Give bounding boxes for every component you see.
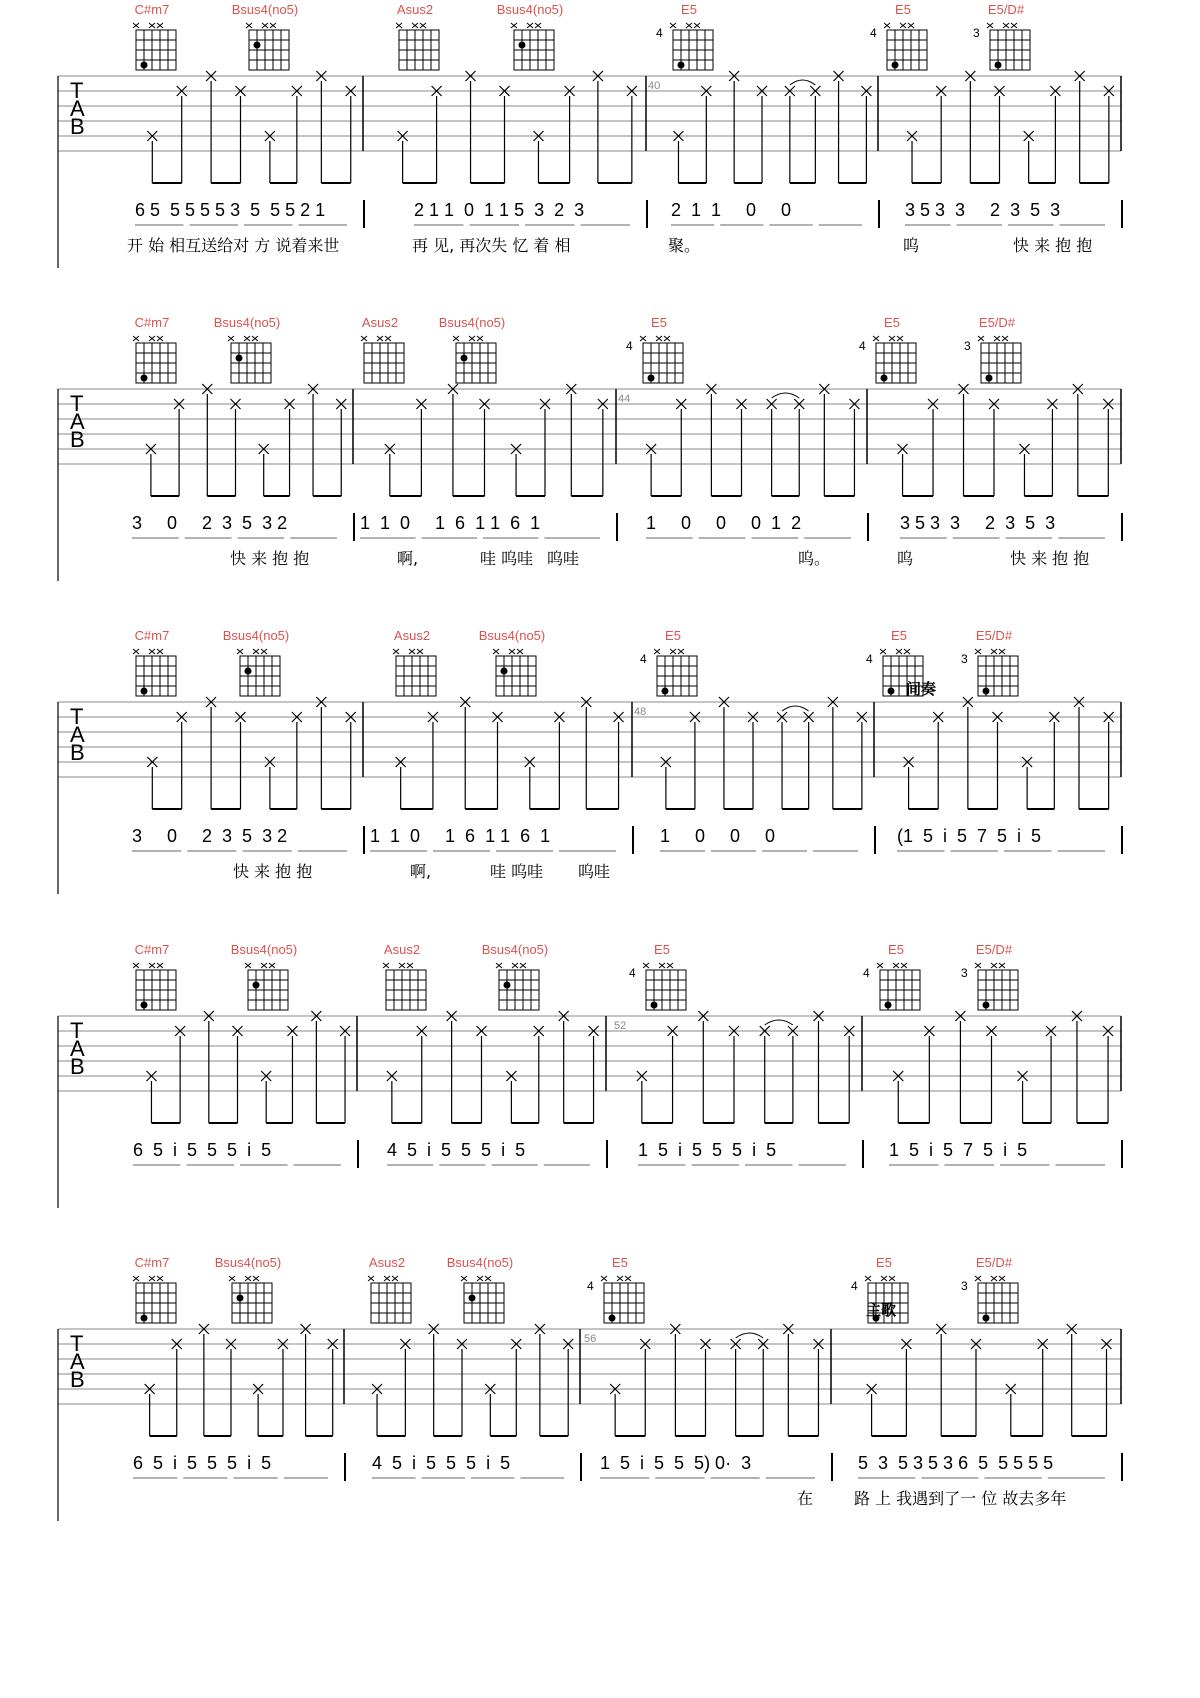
jianpu-notation: 3 0 2 3 5 3 2 <box>132 826 288 846</box>
fret-number: 4 <box>626 339 633 353</box>
chord-name: E5 <box>888 942 904 957</box>
fret-number: 4 <box>587 1279 594 1293</box>
chord-name: Bsus4(no5) <box>214 1255 282 1270</box>
jianpu-notation: 6 5 5 5 5 5 3 5 5 5 2 1 <box>135 200 326 220</box>
fret-number: 4 <box>656 26 663 40</box>
lyric-line: 聚。 <box>668 236 701 255</box>
jianpu-notation: 3 5 3 3 2 3 5 3 <box>900 513 1056 533</box>
fret-number: 4 <box>640 652 647 666</box>
tab-system <box>0 0 1200 310</box>
lyric-line: 呜 <box>897 549 914 568</box>
tab-system <box>0 1253 1200 1563</box>
lyric-line: 快 来 抱 抱 <box>1010 549 1090 568</box>
jianpu-notation: 1 5 i 5 7 5 i 5 <box>889 1140 1028 1160</box>
lyric-line: 呜哇 <box>547 549 580 568</box>
jianpu-notation: 1 0 0 0 <box>660 826 776 846</box>
chord-name: Bsus4(no5) <box>446 1255 514 1270</box>
tab-clef: T A B <box>70 704 85 765</box>
chord-name: Bsus4(no5) <box>438 315 506 330</box>
fret-number: 4 <box>851 1279 858 1293</box>
jianpu-notation: 1 1 0 1 6 1 1 6 1 <box>360 513 541 533</box>
tab-clef: T A B <box>70 391 85 452</box>
chord-name: Asus2 <box>383 942 421 957</box>
measure-number: 52 <box>614 1020 627 1032</box>
chord-name: E5 <box>665 628 681 643</box>
measure-number: 48 <box>634 706 647 718</box>
lyric-line: 啊, <box>410 862 432 881</box>
fret-number: 3 <box>961 966 968 980</box>
measure-number: 56 <box>584 1333 597 1345</box>
chord-name: E5 <box>891 628 907 643</box>
chord-name: Bsus4(no5) <box>478 628 546 643</box>
chord-name: C#m7 <box>134 1255 170 1270</box>
chord-name: E5/D# <box>978 315 1016 330</box>
tab-system <box>0 313 1200 623</box>
fret-number: 4 <box>629 966 636 980</box>
fret-number: 3 <box>964 339 971 353</box>
lyric-line: 快 来 抱 抱 <box>230 549 310 568</box>
lyric-line: 啊, <box>397 549 419 568</box>
jianpu-notation: 1 0 0 0 1 2 <box>646 513 802 533</box>
chord-name: Asus2 <box>368 1255 406 1270</box>
fret-number: 4 <box>859 339 866 353</box>
lyric-line: 呜。 <box>798 549 831 568</box>
tab-system <box>0 940 1200 1250</box>
chord-name: E5 <box>876 1255 892 1270</box>
chord-name: E5 <box>895 2 911 17</box>
fret-number: 3 <box>961 1279 968 1293</box>
lyric-line: 路 上 我遇到了一 位 故去多年 <box>854 1489 1067 1508</box>
tab-system <box>0 626 1200 936</box>
lyric-line: 哇 呜哇 <box>480 549 534 568</box>
lyric-line: 快 来 抱 抱 <box>233 862 313 881</box>
fret-number: 3 <box>973 26 980 40</box>
lyric-line: 开 始 相互送给对 方 说着来世 <box>127 236 340 255</box>
lyric-line: 呜哇 <box>578 862 611 881</box>
chord-name: Asus2 <box>393 628 431 643</box>
jianpu-notation: 6 5 i 5 5 5 i 5 <box>133 1453 272 1473</box>
fret-number: 4 <box>866 652 873 666</box>
chord-name: Bsus4(no5) <box>481 942 549 957</box>
tab-clef: T A B <box>70 78 85 139</box>
chord-name: C#m7 <box>134 628 170 643</box>
jianpu-notation: 3 5 3 3 2 3 5 3 <box>905 200 1061 220</box>
tab-clef: T A B <box>70 1331 85 1392</box>
lyric-line: 呜 <box>903 236 920 255</box>
jianpu-underlines <box>0 626 1200 936</box>
measure-number: 44 <box>618 393 631 405</box>
chord-name: E5 <box>681 2 697 17</box>
chord-name: E5/D# <box>975 628 1013 643</box>
chord-name: Bsus4(no5) <box>231 2 299 17</box>
jianpu-underlines <box>0 0 1200 310</box>
chord-name: Bsus4(no5) <box>496 2 564 17</box>
tab-clef: T A B <box>70 1018 85 1079</box>
lyric-line: 再 见, 再次失 忆 着 相 <box>412 236 571 255</box>
jianpu-notation: 2 1 1 0 1 1 5 3 2 3 <box>414 200 585 220</box>
fret-number: 4 <box>863 966 870 980</box>
measure-number: 40 <box>648 80 661 92</box>
jianpu-notation: 5 3 5 3 5 3 6 5 5 5 5 5 <box>858 1453 1054 1473</box>
jianpu-notation: 6 5 i 5 5 5 i 5 <box>133 1140 272 1160</box>
jianpu-notation: 1 5 i 5 5 5) 0· 3 <box>600 1453 752 1473</box>
chord-name: E5/D# <box>975 942 1013 957</box>
jianpu-underlines <box>0 940 1200 1250</box>
jianpu-underlines <box>0 313 1200 623</box>
chord-name: E5/D# <box>987 2 1025 17</box>
chord-name: E5 <box>612 1255 628 1270</box>
lyric-line: 快 来 抱 抱 <box>1013 236 1093 255</box>
chord-name: E5/D# <box>975 1255 1013 1270</box>
jianpu-notation: 4 5 i 5 5 5 i 5 <box>372 1453 511 1473</box>
jianpu-notation: 1 1 0 1 6 1 1 6 1 <box>370 826 551 846</box>
jianpu-notation: 2 1 1 0 0 <box>671 200 792 220</box>
lyric-line: 哇 呜哇 <box>490 862 544 881</box>
chord-name: Bsus4(no5) <box>230 942 298 957</box>
chord-name: C#m7 <box>134 942 170 957</box>
section-label: 间奏 <box>906 680 937 698</box>
chord-name: C#m7 <box>134 315 170 330</box>
chord-name: E5 <box>884 315 900 330</box>
jianpu-notation: 3 0 2 3 5 3 2 <box>132 513 288 533</box>
chord-name: E5 <box>651 315 667 330</box>
jianpu-underlines <box>0 1253 1200 1563</box>
fret-number: 4 <box>870 26 877 40</box>
jianpu-notation: 4 5 i 5 5 5 i 5 <box>387 1140 526 1160</box>
jianpu-notation: 1 5 i 5 5 5 i 5 <box>638 1140 777 1160</box>
fret-number: 3 <box>961 652 968 666</box>
chord-name: Asus2 <box>396 2 434 17</box>
chord-name: E5 <box>654 942 670 957</box>
chord-name: Bsus4(no5) <box>213 315 281 330</box>
jianpu-notation: (1 5 i 5 7 5 i 5 <box>897 826 1042 846</box>
section-label: 主歌 <box>866 1301 897 1319</box>
lyric-line: 在 <box>797 1489 814 1508</box>
chord-name: C#m7 <box>134 2 170 17</box>
chord-name: Bsus4(no5) <box>222 628 290 643</box>
chord-name: Asus2 <box>361 315 399 330</box>
